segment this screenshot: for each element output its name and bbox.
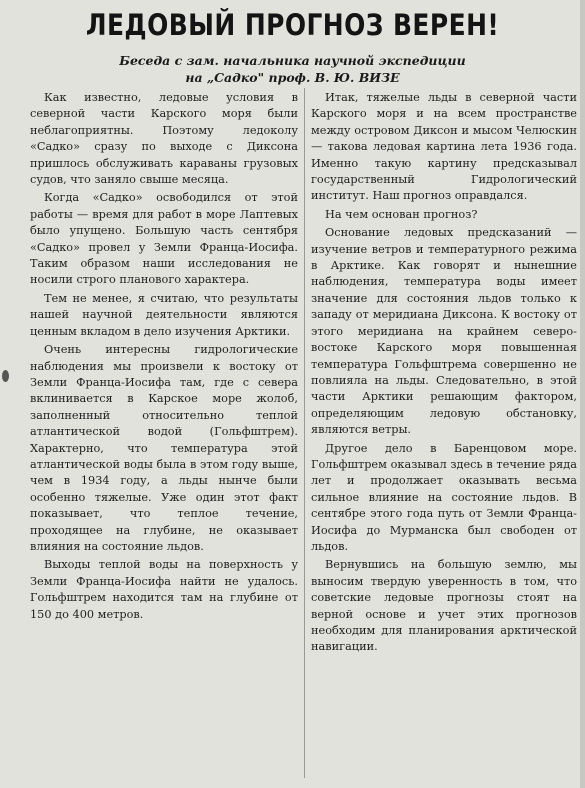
paragraph: Другое дело в Баренцовом море. Гольфштрем оказывал здесь в течение ряда лет и продолжает оказывать весьма сильное влияние на состояние льдов. В сентябре этого года путь от Земли Франца-Иосифа до Мурманска был свободен от льдов. [311,441,577,553]
subtitle-line-2: на „Садко" проф. В. Ю. ВИЗЕ [185,70,400,85]
column-divider [304,88,305,778]
paragraph: Выходы теплой воды на поверхность у Земли Франца-Иосифа найти не удалось. Гольфштрем находится там на глубине от 150 до 400 метров. [30,558,298,621]
right-column [311,90,577,658]
paragraph: Как известно, ледовые условия в северной части Карского моря были неблагоприятны. Поэтому ледоколу «Садко» сразу по выходе с Диксона пришлось обслуживать караваны грузовых судов, что заняло свыше месяца. [30,91,298,187]
article-headline: ЛЕДОВЫЙ ПРОГНОЗ ВЕРЕН! [85,8,500,42]
subtitle-line-1: Беседа с зам. начальника научной экспедиции [119,53,466,68]
margin-ink-mark [2,370,9,382]
page-edge [580,0,585,788]
paragraph: Вернувшись на большую землю, мы выносим твердую уверенность в том, что советские ледовые прогнозы стоят на верной основе и учет этих прогнозов необходим для планирования арктической навигации. [311,558,577,654]
paragraph: Основание ледовых предсказаний — изучение ветров и температурного режима в Арктике. Как говорят и нынешние наблюдения, температура воды имеет значение для состояния льдов только к западу от меридиана Диксона. К востоку от этого меридиана на крайнем северо-востоке Карского моря повышенная температура Гольфштрема совершенно не повлияла на льды. Следовательно, в этой части Арктики решающим фактором, определяющим ледовую обстановку, являются ветры. [311,226,577,437]
paragraph: Очень интересны гидрологические наблюдения мы произвели к востоку от Земли Франца-Иосифа там, где с севера вклинивается в Карское море жолоб, заполненный относительно теплой атлантической водой (Гольфштрем). Характерно, что температура этой атлантической воды была в этом году выше, чем в 1934 году, а льды нынче были особенно тяжелые. Уже один этот факт показывает, что теплое течение, проходящее на глубине, не оказывает влияния на состояние льдов. [30,343,298,553]
article-subtitle [0,52,585,86]
left-column [30,90,298,625]
paragraph: Тем не менее, я считаю, что результаты нашей научной деятельности являются ценным вкладом в дело изучения Арктики. [30,291,298,338]
question-line: На чем основан прогноз? [325,207,478,221]
paragraph: Когда «Садко» освободился от этой работы — время для работ в море Лаптевых было упущено. Большую часть сентября «Садко» провел у Земли Франца-Иосифа. Таким образом наши исследования не носили строго планового характера. [30,191,298,287]
paragraph: Итак, тяжелые льды в северной части Карского моря и на всем пространстве между островом Диксон и мысом Челюскин — такова ледовая картина лета 1936 года. Именно такую картину предсказывал государственный Гидрологический институт. Наш прогноз оправдался. [311,91,577,203]
